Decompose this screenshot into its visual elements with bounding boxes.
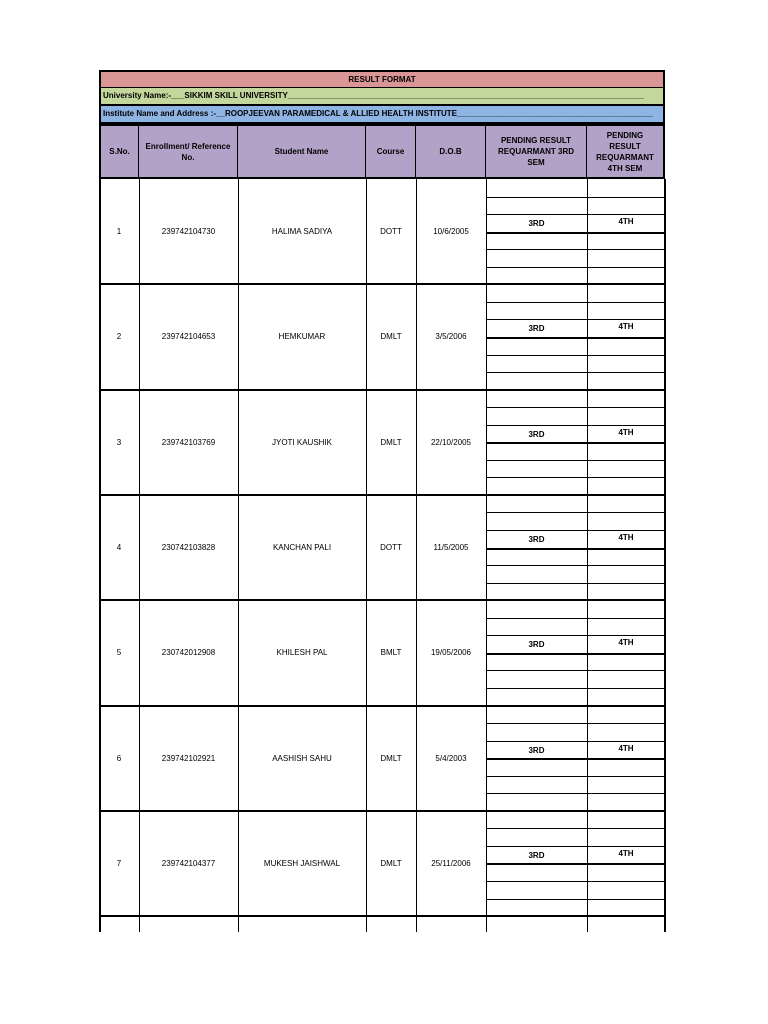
title-text: RESULT FORMAT — [348, 75, 416, 84]
pending-4th-label: 4TH — [618, 321, 634, 331]
pending-grid-line — [486, 355, 665, 356]
university-name: ___SIKKIM SKILL UNIVERSITY — [171, 91, 288, 100]
enrollment-number-cell: 230742012908 — [161, 648, 216, 658]
column-divider — [366, 179, 367, 932]
pending-4th-label: 4TH — [618, 743, 634, 753]
pending-grid-line — [486, 565, 665, 566]
pending-4th-label: 4TH — [618, 427, 634, 437]
pending-grid-line — [486, 688, 665, 689]
pending-3rd-label: 3RD — [528, 850, 545, 860]
header-course: Course — [366, 124, 416, 179]
date-of-birth-cell: 3/5/2006 — [435, 332, 467, 342]
pending-grid-line — [486, 653, 665, 655]
course-cell: DOTT — [380, 227, 402, 237]
course-cell: BMLT — [380, 648, 402, 658]
pending-grid-line — [486, 372, 665, 373]
pending-grid-line — [486, 618, 665, 619]
course-cell: DOTT — [380, 543, 402, 553]
enrollment-number-cell: 239742103769 — [161, 437, 216, 447]
enrollment-number-cell: 230742103828 — [161, 543, 216, 553]
student-name-cell: AASHISH SAHU — [272, 753, 332, 763]
header-pending-4th: PENDING RESULT REQUARMANT 4TH SEM — [587, 124, 665, 179]
pending-grid-line — [486, 337, 665, 339]
row-divider — [99, 915, 665, 917]
institute-name: __ROOPJEEVAN PARAMEDICAL & ALLIED HEALTH INSTITUTE — [216, 109, 457, 118]
course-cell: DMLT — [380, 858, 402, 868]
date-of-birth-cell: 25/11/2006 — [431, 858, 471, 868]
pending-grid-line — [486, 793, 665, 794]
pending-4th-label: 4TH — [618, 532, 634, 542]
pending-3rd-label: 3RD — [528, 745, 545, 755]
pending-grid-line — [486, 249, 665, 250]
column-divider — [587, 179, 588, 932]
header-enrollment: Enrollment/ Reference No. — [139, 124, 238, 179]
date-of-birth-cell: 19/05/2006 — [430, 648, 472, 658]
institute-row — [99, 106, 665, 124]
pending-3rd-label: 3RD — [528, 218, 545, 228]
pending-3rd-label: 3RD — [528, 323, 545, 333]
university-underline: ________________________________________________________________________________ — [287, 91, 644, 100]
date-of-birth-cell: 22/10/2005 — [430, 437, 472, 447]
pending-3rd-label: 3RD — [528, 534, 545, 544]
header-sno: S.No. — [99, 124, 139, 179]
serial-number-cell: 7 — [116, 858, 122, 868]
pending-grid-line — [486, 302, 665, 303]
serial-number-cell: 5 — [116, 648, 122, 658]
student-name-cell: JYOTI KAUSHIK — [271, 437, 332, 447]
pending-4th-label: 4TH — [618, 216, 634, 226]
serial-number-cell: 1 — [116, 227, 122, 237]
column-divider — [238, 179, 239, 932]
pending-grid-line — [486, 881, 665, 882]
pending-grid-line — [486, 477, 665, 478]
student-name-cell: KANCHAN PALI — [272, 543, 332, 553]
enrollment-number-cell: 239742104377 — [161, 858, 216, 868]
pending-grid-line — [486, 232, 665, 234]
student-name-cell: KHILESH PAL — [276, 648, 328, 658]
header-dob: D.O.B — [416, 124, 486, 179]
pending-4th-label: 4TH — [618, 637, 634, 647]
result-format-title — [99, 70, 665, 88]
enrollment-number-cell: 239742104730 — [161, 227, 216, 237]
pending-grid-line — [486, 197, 665, 198]
institute-underline: ____________________________________________ — [456, 109, 653, 118]
pending-3rd-label: 3RD — [528, 429, 545, 439]
pending-grid-line — [486, 512, 665, 513]
column-divider — [416, 179, 417, 932]
column-divider — [664, 179, 666, 932]
pending-grid-line — [486, 899, 665, 900]
pending-grid-line — [486, 828, 665, 829]
student-name-cell: MUKESH JAISHWAL — [263, 858, 341, 868]
course-cell: DMLT — [380, 437, 402, 447]
course-cell: DMLT — [380, 753, 402, 763]
pending-grid-line — [486, 407, 665, 408]
pending-3rd-label: 3RD — [528, 639, 545, 649]
column-divider — [486, 179, 487, 932]
header-pending-3rd: PENDING RESULT REQUARMANT 3RD SEM — [486, 124, 587, 179]
university-label: University Name:- — [103, 91, 172, 100]
date-of-birth-cell: 11/5/2005 — [433, 543, 469, 553]
date-of-birth-cell: 5/4/2003 — [435, 753, 467, 763]
pending-grid-line — [486, 460, 665, 461]
course-cell: DMLT — [380, 332, 402, 342]
pending-grid-line — [486, 267, 665, 268]
header-student-name: Student Name — [238, 124, 366, 179]
serial-number-cell: 3 — [116, 437, 122, 447]
university-row — [99, 88, 665, 106]
enrollment-number-cell: 239742104653 — [161, 332, 216, 342]
serial-number-cell: 4 — [116, 543, 122, 553]
pending-grid-line — [486, 723, 665, 724]
institute-label: Institute Name and Address :- — [103, 109, 217, 118]
serial-number-cell: 2 — [116, 332, 122, 342]
pending-grid-line — [486, 670, 665, 671]
date-of-birth-cell: 10/6/2005 — [433, 227, 469, 237]
pending-grid-line — [486, 548, 665, 550]
column-divider — [139, 179, 140, 932]
pending-4th-label: 4TH — [618, 848, 634, 858]
student-name-cell: HEMKUMAR — [278, 332, 326, 342]
serial-number-cell: 6 — [116, 753, 122, 763]
enrollment-number-cell: 239742102921 — [161, 753, 216, 763]
column-divider — [99, 179, 101, 932]
student-name-cell: HALIMA SADIYA — [271, 227, 333, 237]
pending-grid-line — [486, 776, 665, 777]
pending-grid-line — [486, 583, 665, 584]
